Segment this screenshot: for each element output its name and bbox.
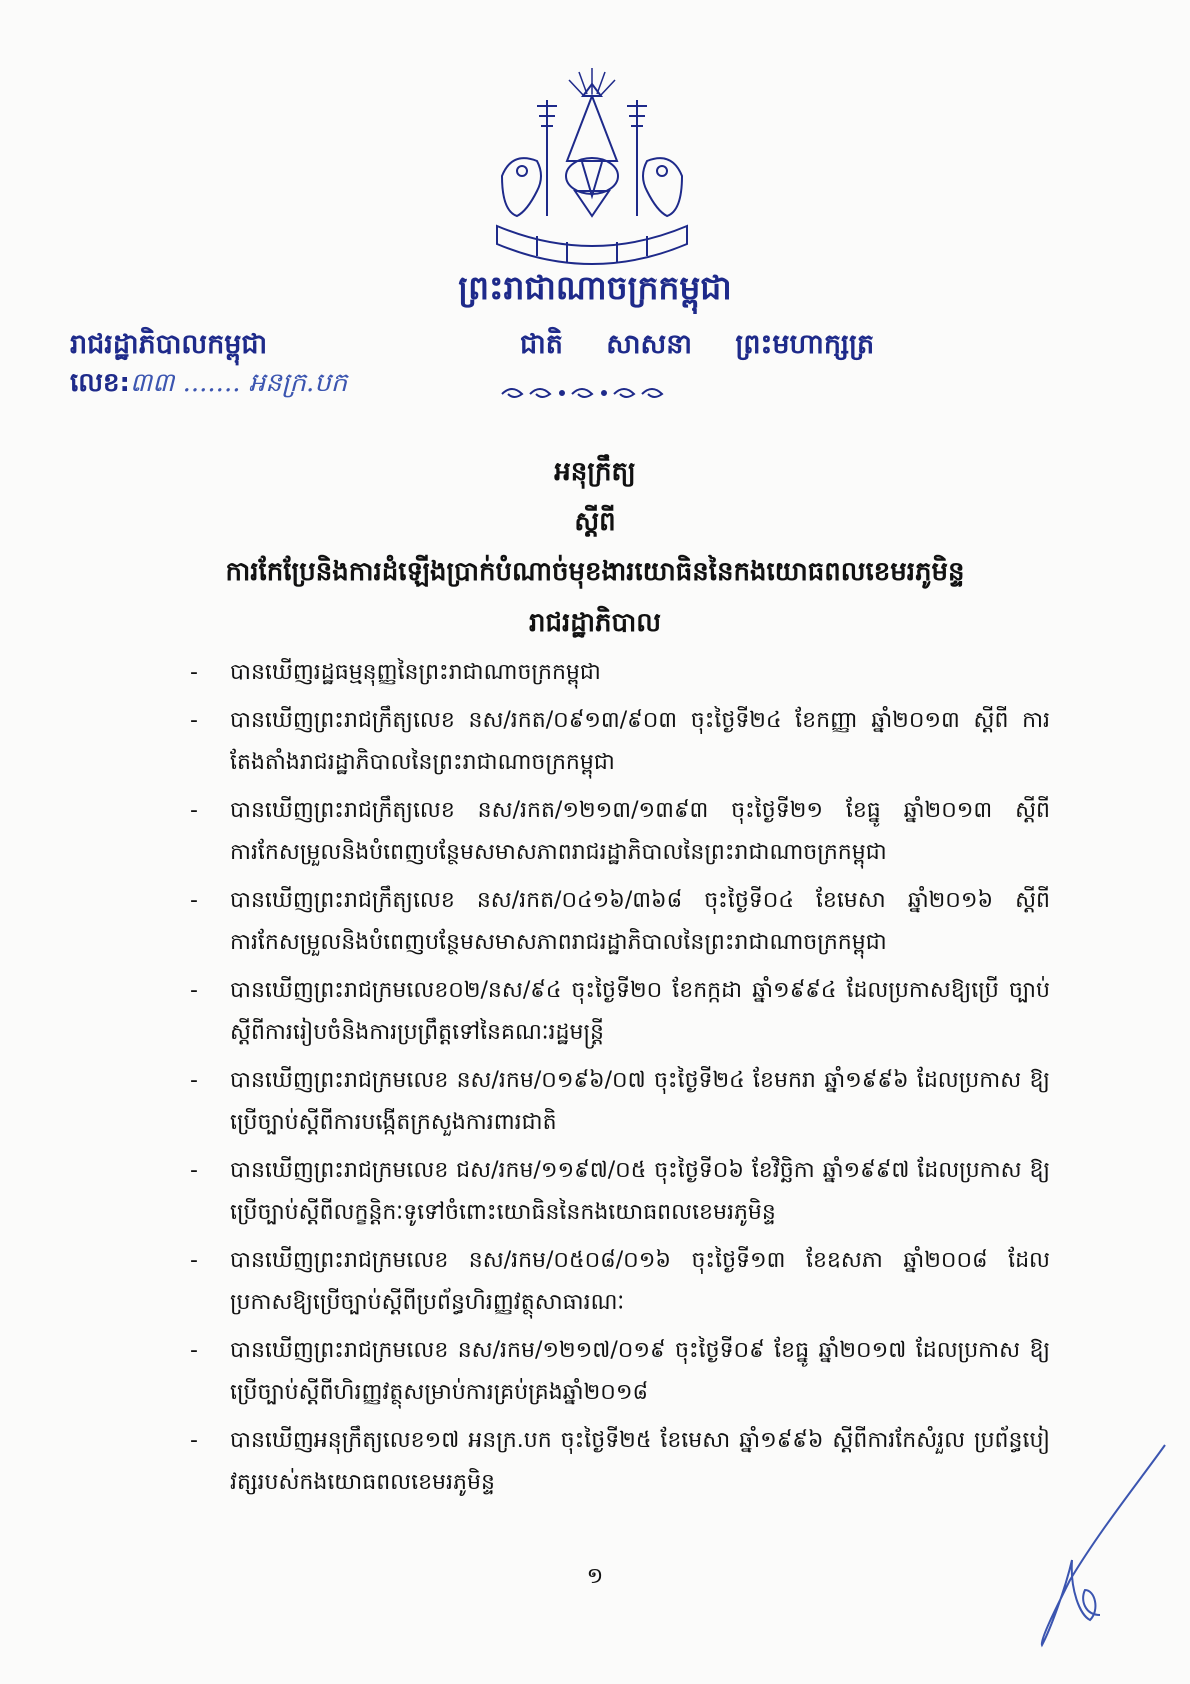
royal-coat-of-arms [487,66,697,266]
decree-subject: ការកែប្រែនិងការដំឡើងប្រាក់បំណាច់មុខងារយោធិននៃកងយោធពលខេមរភូមិន្ទ [225,557,965,587]
reference-handwritten: ៣៣ ....... អនក្រ.បក [129,368,348,398]
national-motto [520,328,908,367]
decree-title: អនុក្រឹត្យ [554,457,636,487]
reference-number [70,366,347,404]
decree-about-label: ស្តីពី [574,507,616,537]
list-item: - បានឃើញព្រះរាជក្រមលេខ០២/នស/៩៤ ចុះថ្ងៃទី២០ ខែកក្កដា ឆ្នាំ១៩៩៤ ដែលប្រកាសឱ្យប្រើ ច្បាប់ស្តីពីការរៀបចំនិងការប្រព្រឹត្តទៅនៃគណៈរដ្ឋមន្ត្រី [190,978,1050,1045]
ornament-divider [500,384,680,400]
legal-basis-list [190,652,1050,1510]
reference-prefix: លេខ: [70,368,130,398]
motto-religion: សាសនា [606,329,692,360]
list-item: - បានឃើញរដ្ឋធម្មនុញ្ញនៃព្រះរាជាណាចក្រកម្ពុជា [190,660,601,685]
list-item: - បានឃើញអនុក្រឹត្យលេខ១៧ អនក្រ.បក ចុះថ្ងៃទី២៥ ខែមេសា ឆ្នាំ១៩៩៦ ស្តីពីការកែសំរួល ប្រព័ន្ធបៀវត្សរបស់កងយោធពលខេមរភូមិន្ទ [190,1428,1050,1495]
motto-nation: ជាតិ [520,329,563,360]
list-item: - បានឃើញព្រះរាជក្រមលេខ នស/រកម/០១៩៦/០៧ ចុះថ្ងៃទី២៤ ខែមករា ឆ្នាំ១៩៩៦ ដែលប្រកាស ឱ្យប្រើច្បាប់ស្តីពីការបង្កើតក្រសួងការពារជាតិ [190,1068,1050,1135]
page-number: ១ [586,1564,604,1589]
list-item: - បានឃើញព្រះរាជក្រមលេខ នស/រកម/០៥០៨/០១៦ ចុះថ្ងៃទី១៣ ខែឧសភា ឆ្នាំ២០០៨ ដែល ប្រកាសឱ្យប្រើច្បាប់ស្តីពីប្រព័ន្ធហិរញ្ញវត្ថុសាធារណៈ [190,1248,1050,1315]
kingdom-title: ព្រះរាជាណាចក្រកម្ពុជា [458,268,732,307]
motto-king: ព្រះមហាក្សត្រ [735,329,875,360]
list-item: - បានឃើញព្រះរាជក្រមលេខ នស/រកម/១២១៧/០១៩ ចុះថ្ងៃទី០៩ ខែធ្នូ ឆ្នាំ២០១៧ ដែលប្រកាស ឱ្យប្រើច្បាប់ស្តីពីហិរញ្ញវត្ថុសម្រាប់ការគ្រប់គ្រងឆ្នាំ២០១៨ [190,1338,1050,1405]
government-label: រាជរដ្ឋាភិបាលកម្ពុជា [70,329,268,360]
signature-initial [1030,1440,1170,1660]
list-item: - បានឃើញព្រះរាជក្រឹត្យលេខ នស/រកត/០៤១៦/៣៦៨ ចុះថ្ងៃទី០៤ ខែមេសា ឆ្នាំ២០១៦ ស្តីពី ការកែសម្រួលនិងបំពេញបន្ថែមសមាសភាពរាជរដ្ឋាភិបាលនៃព្រះរាជាណាចក្រកម្ពុជា [190,888,1050,955]
list-item: - បានឃើញព្រះរាជក្រឹត្យលេខ នស/រកត/០៩១៣/៩០៣ ចុះថ្ងៃទី២៤ ខែកញ្ញា ឆ្នាំ២០១៣ ស្តីពី ការតែងតាំងរាជរដ្ឋាភិបាលនៃព្រះរាជាណាចក្រកម្ពុជា [190,708,1050,775]
list-item: - បានឃើញព្រះរាជក្រឹត្យលេខ នស/រកត/១២១៣/១៣៩៣ ចុះថ្ងៃទី២១ ខែធ្នូ ឆ្នាំ២០១៣ ស្តីពី ការកែសម្រួលនិងបំពេញបន្ថែមសមាសភាពរាជរដ្ឋាភិបាលនៃព្រះរាជាណាចក្រកម្ពុជា [190,798,1050,865]
list-item: - បានឃើញព្រះរាជក្រមលេខ ជស/រកម/១១៩៧/០៥ ចុះថ្ងៃទី០៦ ខែវិច្ឆិកា ឆ្នាំ១៩៩៧ ដែលប្រកាស ឱ្យប្រើច្បាប់ស្តីពីលក្ខន្តិកៈទូទៅចំពោះយោធិននៃកងយោធពលខេមរភូមិន្ទ [190,1158,1050,1225]
issuer-heading: រាជរដ្ឋាភិបាល [528,608,662,638]
